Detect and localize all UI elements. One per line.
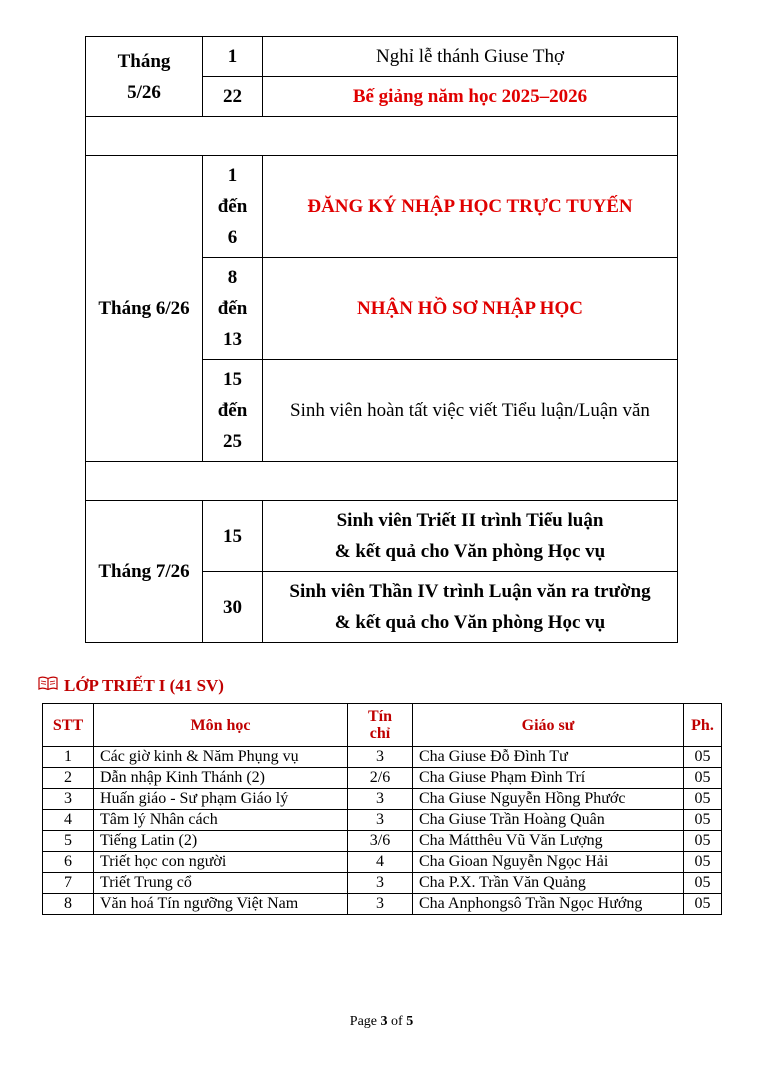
spacer-row — [86, 462, 678, 501]
cell-professor: Cha Giuse Đỗ Đình Tư — [413, 747, 684, 768]
cell-room: 05 — [684, 873, 722, 894]
cell-professor: Cha Gioan Nguyễn Ngọc Hải — [413, 852, 684, 873]
cell-room: 05 — [684, 768, 722, 789]
cell-room: 05 — [684, 789, 722, 810]
cell-credits: 3/6 — [348, 831, 413, 852]
header-stt: STT — [43, 704, 94, 747]
cell-credits: 3 — [348, 747, 413, 768]
footer-sep: of — [391, 1014, 403, 1029]
course-table — [42, 703, 722, 915]
academic-calendar-table — [85, 36, 678, 643]
footer-prefix: Page — [349, 1014, 378, 1029]
class-title: LỚP TRIẾT I (41 SV) — [64, 676, 224, 695]
day-range-cell — [203, 156, 263, 258]
cell-stt: 7 — [43, 873, 94, 894]
calendar-row — [86, 156, 678, 258]
cell-professor: Cha Mátthêu Vũ Văn Lượng — [413, 831, 684, 852]
spacer-cell — [86, 117, 678, 156]
course-header-row — [43, 704, 722, 747]
day-to-word: đến — [217, 196, 248, 217]
day-to: 13 — [223, 329, 242, 350]
day-to-word: đến — [217, 298, 248, 319]
header-room: Ph. — [684, 704, 722, 747]
cell-stt: 1 — [43, 747, 94, 768]
calendar-row — [86, 501, 678, 572]
month-label: Tháng 5/26 — [117, 50, 171, 103]
book-icon — [38, 676, 58, 696]
cell-professor: Cha P.X. Trần Văn Quảng — [413, 873, 684, 894]
cell-credits: 3 — [348, 810, 413, 831]
footer-current-page: 3 — [380, 1014, 388, 1029]
day-cell: 15 — [203, 501, 263, 572]
table-row — [43, 831, 722, 852]
event-cell — [263, 501, 678, 572]
month-cell: Tháng 6/26 — [86, 156, 203, 462]
event-line: Sinh viên Triết II trình Tiểu luận — [336, 510, 604, 531]
header-professor: Giáo sư — [413, 704, 684, 747]
event-cell — [263, 572, 678, 643]
event-cell: ĐĂNG KÝ NHẬP HỌC TRỰC TUYẾN — [263, 156, 678, 258]
day-cell: 1 — [203, 37, 263, 77]
table-row — [43, 852, 722, 873]
event-cell: Nghỉ lễ thánh Giuse Thợ — [263, 37, 678, 77]
page-footer — [0, 1014, 763, 1030]
cell-credits: 3 — [348, 873, 413, 894]
cell-room: 05 — [684, 831, 722, 852]
event-line: Sinh viên Thần IV trình Luận văn ra trường — [289, 581, 651, 602]
day-to: 6 — [227, 227, 238, 248]
cell-subject: Tâm lý Nhân cách — [94, 810, 348, 831]
table-row — [43, 768, 722, 789]
table-row — [43, 810, 722, 831]
cell-room: 05 — [684, 747, 722, 768]
day-range-cell — [203, 360, 263, 462]
cell-professor: Cha Anphongsô Trần Ngọc Hướng — [413, 894, 684, 915]
spacer-cell — [86, 462, 678, 501]
calendar-row — [86, 37, 678, 77]
spacer-row — [86, 117, 678, 156]
table-row — [43, 747, 722, 768]
day-to-word: đến — [217, 400, 248, 421]
cell-credits: 4 — [348, 852, 413, 873]
day-to: 25 — [223, 431, 242, 452]
event-line: & kết quả cho Văn phòng Học vụ — [334, 541, 606, 562]
cell-subject: Các giờ kinh & Năm Phụng vụ — [94, 747, 348, 768]
day-from: 15 — [223, 369, 242, 390]
cell-subject: Triết học con người — [94, 852, 348, 873]
cell-room: 05 — [684, 852, 722, 873]
cell-professor: Cha Giuse Trần Hoàng Quân — [413, 810, 684, 831]
event-cell: NHẬN HỒ SƠ NHẬP HỌC — [263, 258, 678, 360]
cell-subject: Văn hoá Tín ngưỡng Việt Nam — [94, 894, 348, 915]
event-cell: Sinh viên hoàn tất việc viết Tiểu luận/Luận văn — [263, 360, 678, 462]
event-cell: Bế giảng năm học 2025–2026 — [263, 77, 678, 117]
cell-stt: 5 — [43, 831, 94, 852]
cell-stt: 8 — [43, 894, 94, 915]
cell-subject: Triết Trung cổ — [94, 873, 348, 894]
footer-total-pages: 5 — [406, 1014, 414, 1029]
day-cell: 22 — [203, 77, 263, 117]
cell-stt: 2 — [43, 768, 94, 789]
cell-subject: Tiếng Latin (2) — [94, 831, 348, 852]
cell-subject: Dẫn nhập Kinh Thánh (2) — [94, 768, 348, 789]
table-row — [43, 873, 722, 894]
cell-credits: 3 — [348, 894, 413, 915]
header-credits-label: Tín chỉ — [367, 708, 392, 742]
class-heading — [38, 676, 224, 696]
header-credits — [348, 704, 413, 747]
month-cell: Tháng 7/26 — [86, 501, 203, 643]
cell-stt: 6 — [43, 852, 94, 873]
cell-credits: 3 — [348, 789, 413, 810]
cell-subject: Huấn giáo - Sư phạm Giáo lý — [94, 789, 348, 810]
cell-room: 05 — [684, 810, 722, 831]
day-cell: 30 — [203, 572, 263, 643]
day-from: 1 — [227, 165, 238, 186]
cell-credits: 2/6 — [348, 768, 413, 789]
table-row — [43, 894, 722, 915]
month-cell — [86, 37, 203, 117]
day-range-cell — [203, 258, 263, 360]
event-line: & kết quả cho Văn phòng Học vụ — [334, 612, 606, 633]
cell-room: 05 — [684, 894, 722, 915]
day-from: 8 — [227, 267, 238, 288]
cell-stt: 3 — [43, 789, 94, 810]
table-row — [43, 789, 722, 810]
cell-professor: Cha Giuse Phạm Đình Trí — [413, 768, 684, 789]
cell-stt: 4 — [43, 810, 94, 831]
header-subject: Môn học — [94, 704, 348, 747]
cell-professor: Cha Giuse Nguyễn Hồng Phước — [413, 789, 684, 810]
